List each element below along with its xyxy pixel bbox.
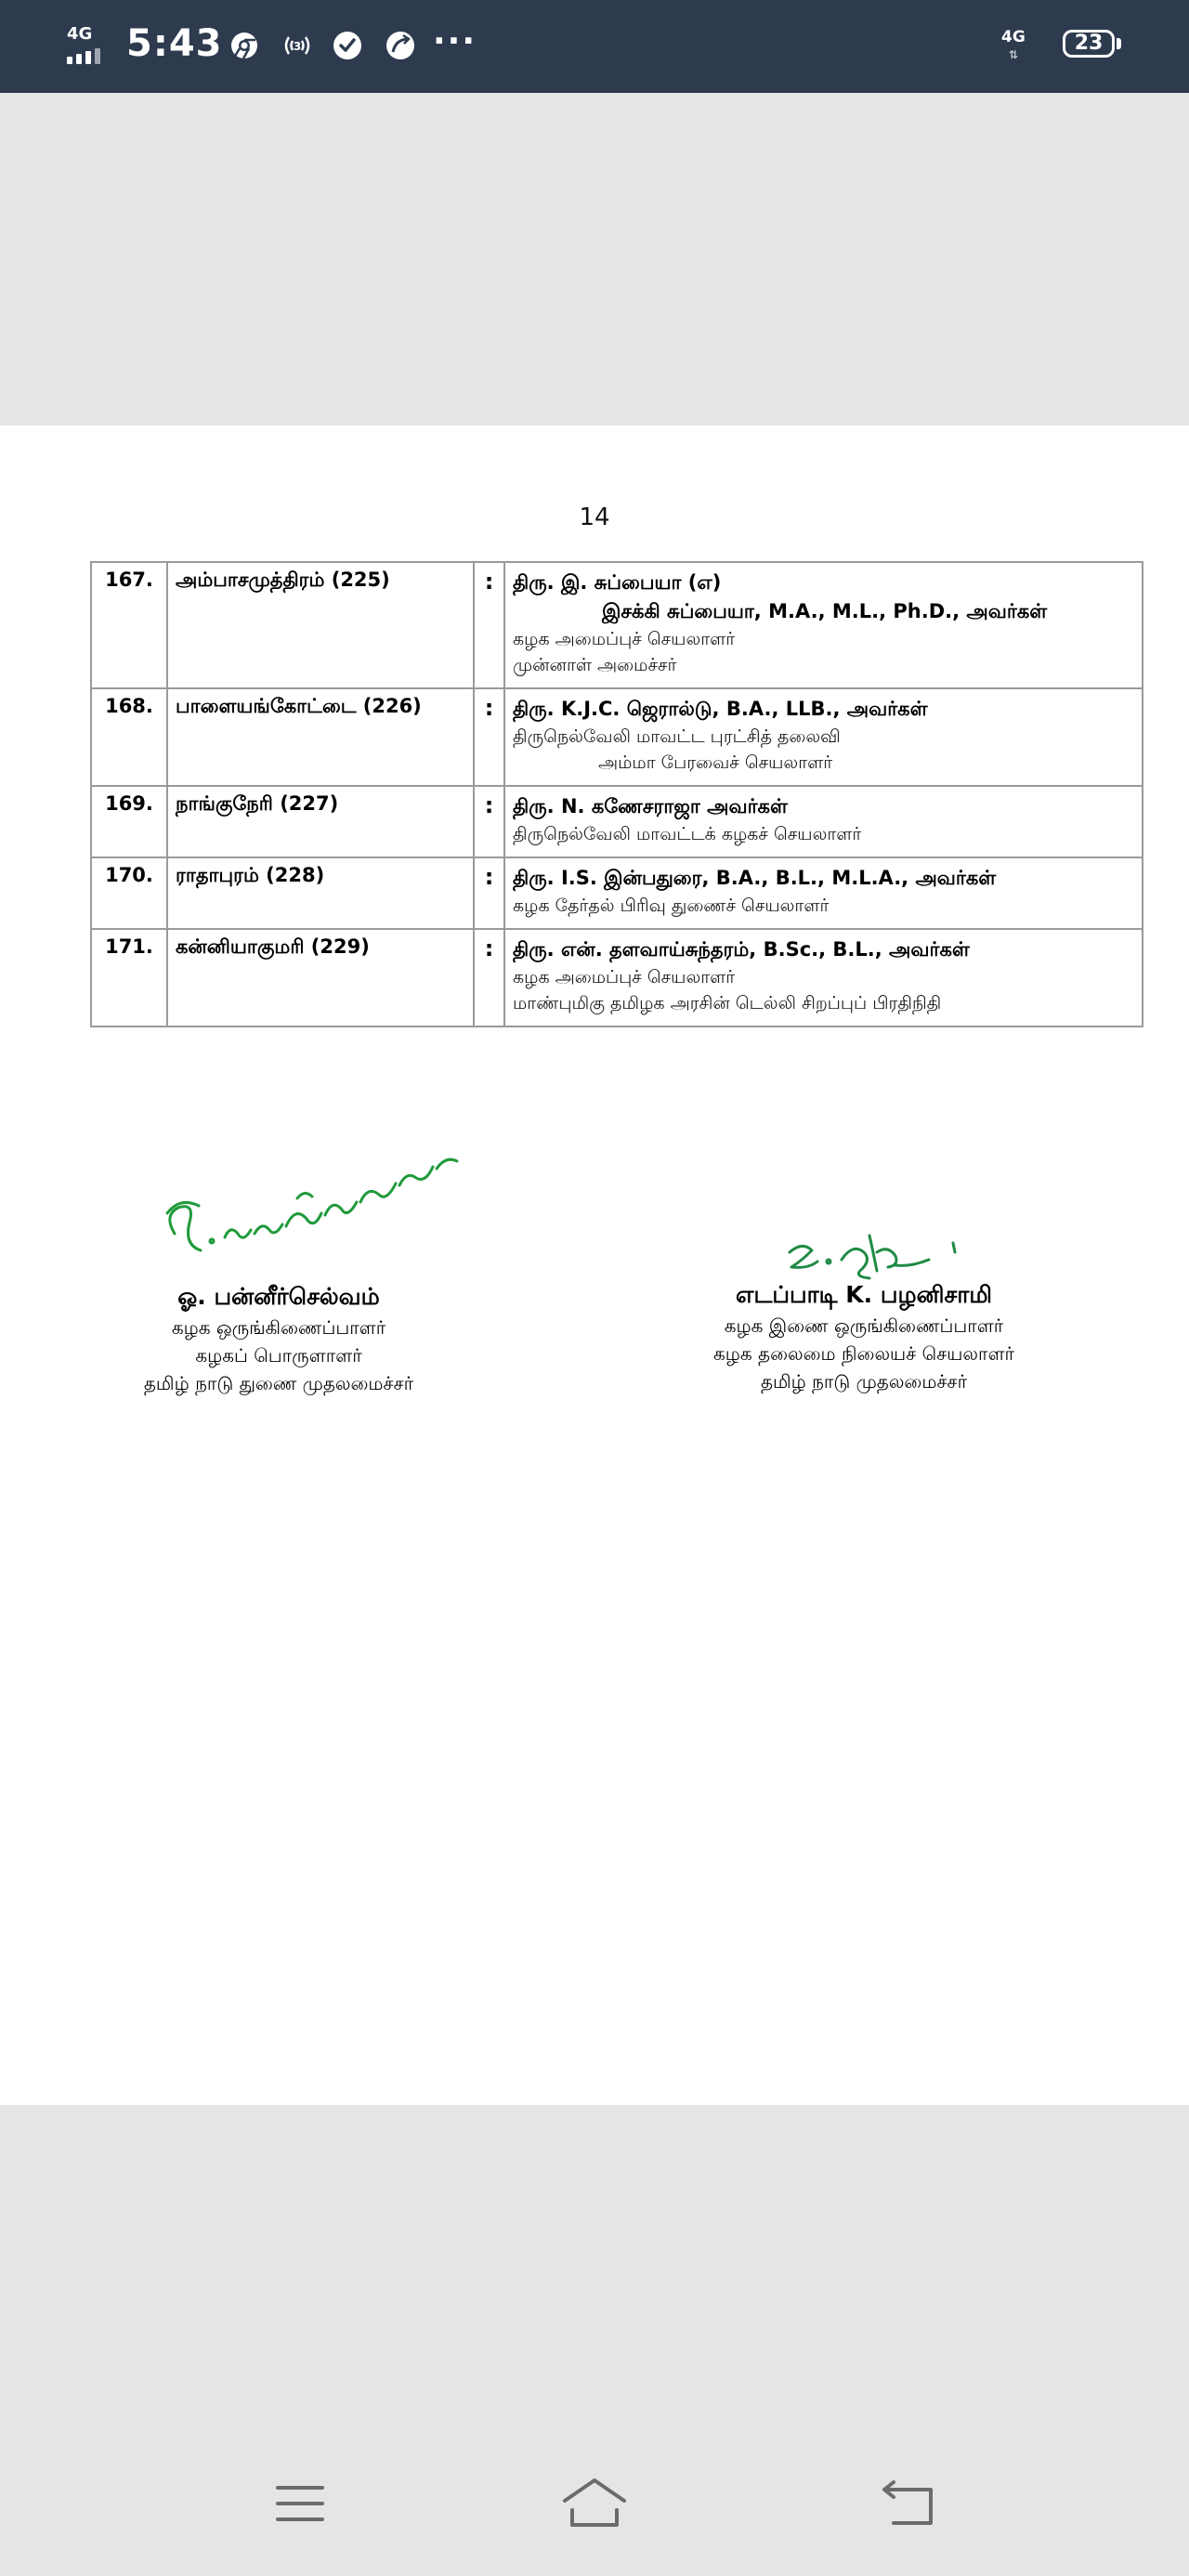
candidate-name: திரு. N. கணேசராஜா அவர்கள் <box>513 795 788 817</box>
candidate-cell <box>504 688 1143 786</box>
sync-icon <box>385 30 416 61</box>
candidate-detail: அம்மா பேரவைச் செயலாளர் <box>598 752 833 773</box>
battery-icon: 23 <box>1063 30 1115 58</box>
check-icon <box>332 30 363 61</box>
table-row <box>91 562 1143 688</box>
signatory-left-text <box>74 1280 483 1397</box>
network-type-right: 4G ⇅ <box>1001 28 1026 61</box>
colon: : <box>474 929 504 1026</box>
candidate-cell <box>504 857 1143 929</box>
status-time: 5:43 <box>126 22 223 65</box>
colon: : <box>474 786 504 857</box>
signatory-right <box>650 1224 1078 1419</box>
entry-number: 167. <box>91 562 167 688</box>
network-type-right-label: 4G <box>1001 28 1026 46</box>
hotspot-icon <box>281 30 313 61</box>
candidate-detail: கழக அமைப்புச் செயலாளர் <box>513 629 736 649</box>
candidate-cell <box>504 786 1143 857</box>
candidate-detail: கழக தேர்தல் பிரிவு துணைச் செயலாளர் <box>513 896 830 916</box>
candidate-name: திரு. என். தளவாய்சுந்தரம், B.Sc., B.L., அவர்கள் <box>513 938 970 961</box>
signature-left <box>158 1141 474 1262</box>
menu-icon[interactable] <box>263 2471 337 2536</box>
navigation-bar <box>0 2434 1189 2576</box>
candidate-table <box>90 561 1143 1027</box>
entry-number: 170. <box>91 857 167 929</box>
entry-number: 171. <box>91 929 167 1026</box>
colon: : <box>474 688 504 786</box>
signatory-name: ஓ. பன்னீர்செல்வம் <box>177 1283 380 1310</box>
colon: : <box>474 562 504 688</box>
candidate-detail: முன்னாள் அமைச்சர் <box>513 655 677 675</box>
signatory-role: கழக ஒருங்கிணைப்பாளர் <box>171 1316 386 1339</box>
table-row <box>91 786 1143 857</box>
more-notifications-icon: ··· <box>433 22 477 60</box>
candidate-detail: திருநெல்வேலி மாவட்டக் கழகச் செயலாளர் <box>513 824 862 844</box>
candidate-detail: இசக்கி சுப்பையா, M.A., M.L., Ph.D., அவர்கள் <box>602 600 1048 622</box>
candidate-name: திரு. இ. சுப்பையா (எ) <box>513 571 722 594</box>
signatory-role: தமிழ் நாடு முதலமைச்சர் <box>760 1370 968 1393</box>
candidate-name: திரு. I.S. இன்பதுரை, B.A., B.L., M.L.A., அவர்கள் <box>513 867 997 889</box>
signal-icon <box>65 24 108 69</box>
signatory-role: கழக தலைமை நிலையச் செயலாளர் <box>713 1342 1014 1365</box>
candidate-name: திரு. K.J.C. ஜெரால்டு, B.A., LLB., அவர்கள் <box>513 698 928 720</box>
constituency: நாங்குநேரி (227) <box>167 786 474 857</box>
entry-number: 168. <box>91 688 167 786</box>
candidate-cell <box>504 929 1143 1026</box>
table-row <box>91 929 1143 1026</box>
constituency: ராதாபுரம் (228) <box>167 857 474 929</box>
table-row <box>91 688 1143 786</box>
page-number: 14 <box>579 503 610 531</box>
signatory-role: கழகப் பொருளாளர் <box>195 1344 362 1366</box>
constituency: அம்பாசமுத்திரம் (225) <box>167 562 474 688</box>
constituency: கன்னியாகுமரி (229) <box>167 929 474 1026</box>
entry-number: 169. <box>91 786 167 857</box>
signatory-name: எடப்பாடி K. பழனிசாமி <box>736 1281 992 1308</box>
document-page <box>0 425 1189 2105</box>
battery-tip <box>1117 38 1121 49</box>
signatory-role: தமிழ் நாடு துணை முதலமைச்சர் <box>143 1372 414 1394</box>
colon: : <box>474 857 504 929</box>
chrome-icon <box>229 30 260 61</box>
candidate-detail: கழக அமைப்புச் செயலாளர் <box>513 967 736 987</box>
home-icon[interactable] <box>557 2471 632 2536</box>
signatory-role: கழக இணை ஒருங்கிணைப்பாளர் <box>724 1314 1004 1337</box>
candidate-detail: மாண்புமிகு தமிழக அரசின் டெல்லி சிறப்புப் பிரதிநிதி <box>513 993 942 1013</box>
status-bar <box>0 0 1189 93</box>
network-type-left: 4G <box>67 24 93 44</box>
table-row <box>91 857 1143 929</box>
back-icon[interactable] <box>873 2471 947 2536</box>
constituency: பாளையங்கோட்டை (226) <box>167 688 474 786</box>
svg-text:3: 3 <box>293 40 302 53</box>
signatory-left <box>74 1141 483 1419</box>
candidate-detail: திருநெல்வேலி மாவட்ட புரட்சித் தலைவி <box>513 726 841 747</box>
signatory-right-text <box>650 1278 1078 1395</box>
candidate-cell <box>504 562 1143 688</box>
